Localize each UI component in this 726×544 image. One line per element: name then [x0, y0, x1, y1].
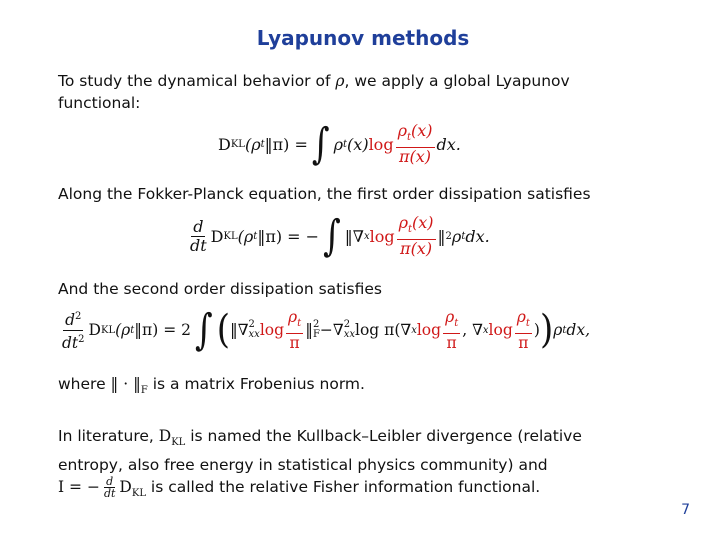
- intro-text-2: , we apply a global Lyapunov: [344, 72, 570, 90]
- lit-dkl: D: [158, 427, 172, 445]
- eq3-dt-sup: 2: [78, 333, 85, 345]
- eq3-log-pi: log π(∇: [355, 321, 412, 340]
- eq1-fraction: [396, 122, 435, 166]
- intro-text-1: To study the dynamical behavior of: [58, 72, 336, 90]
- integral-sign: ∫: [323, 211, 341, 262]
- eq3-dx: dx,: [566, 321, 590, 340]
- eq2-d: d: [193, 216, 204, 236]
- lit-text-3: entropy, also free energy in statistical physics community) and: [58, 456, 548, 475]
- eq3-term1-scripts: [249, 320, 260, 340]
- integral-sign: ∫: [194, 305, 213, 356]
- eq2-grad: ‖∇: [344, 226, 364, 246]
- literature-paragraph: [58, 425, 582, 505]
- eq3-frac3-num-sub: t: [525, 318, 530, 330]
- eq3-x-sub-1: x: [411, 324, 417, 336]
- eq1-args: (ρ: [244, 134, 261, 154]
- where-norm-sub: F: [140, 385, 148, 397]
- eq3-frac2-num-sub: t: [454, 318, 459, 330]
- eq3-frac2-den: π: [446, 334, 457, 353]
- eq2-norm-end: ‖: [437, 226, 446, 246]
- eq3-norm-end: ‖: [305, 321, 313, 340]
- eq3-minus-scripts: [344, 320, 355, 340]
- eq3-open-paren: (: [216, 307, 230, 354]
- eq1-t-sub: t: [260, 138, 265, 150]
- lit-dkl-sub: KL: [171, 437, 186, 449]
- lit-text-4: is called the relative Fisher information functional.: [145, 478, 541, 497]
- eq3-dt: dt: [62, 333, 79, 352]
- lit-D-sub: KL: [131, 488, 146, 500]
- lit-I: I = −: [58, 478, 100, 497]
- eq3-frac1-den: π: [289, 334, 300, 353]
- eq1-log: log: [368, 134, 394, 154]
- integral-sign: ∫: [311, 119, 330, 170]
- eq1-args2: ‖π) =: [264, 134, 308, 154]
- eq2-ddt: [188, 218, 209, 255]
- eq2-frac-num-sub: t: [408, 224, 413, 236]
- lit-ddt: [102, 476, 117, 499]
- eq1-frac-num-sub: t: [406, 132, 411, 144]
- lit-text-1: In literature,: [58, 427, 159, 445]
- eq3-log-2: log: [416, 321, 442, 340]
- eq2-frac-num-b: (x): [412, 213, 434, 232]
- eq2-frac-num: ρ: [398, 213, 408, 232]
- intro-text-3: functional:: [58, 94, 141, 112]
- eq2-norm-sup: 2: [445, 230, 452, 242]
- eq3-close-paren: ): [539, 307, 554, 354]
- eq3-d-sup: 2: [75, 311, 82, 323]
- eq3-term1-sub: xx: [248, 329, 260, 341]
- eq1-frac-num-b: (x): [411, 121, 433, 140]
- eq3-log-3: log: [488, 321, 513, 340]
- where-text-2: is a matrix Frobenius norm.: [147, 375, 365, 393]
- eq3-rho: ρ: [553, 321, 563, 340]
- eq2-fraction: [397, 214, 436, 258]
- eq2-rho-sub: t: [461, 230, 466, 242]
- second-order-text: And the second order dissipation satisfies: [58, 280, 382, 298]
- eq1-d: D: [218, 134, 231, 154]
- eq1-rho: ρ: [333, 134, 344, 154]
- frobenius-note: [58, 373, 365, 402]
- eq2-kl-sub: KL: [223, 230, 238, 242]
- eq3-term1: ‖∇: [229, 321, 249, 340]
- slide-title: Lyapunov methods: [256, 26, 470, 50]
- fokker-planck-text: Along the Fokker-Planck equation, the first order dissipation satisfies: [58, 185, 591, 203]
- eq3-args2: ‖π) = 2: [134, 321, 191, 340]
- eq3-log-1: log: [259, 321, 285, 340]
- eq1-kl-sub: KL: [230, 138, 245, 150]
- lit-dt: dt: [103, 487, 116, 501]
- equation-first-dissipation: [186, 211, 490, 262]
- eq3-frac1-num: ρ: [288, 308, 298, 326]
- eq2-dt: dt: [190, 235, 207, 255]
- eq3-minus-grad: −∇: [319, 321, 344, 340]
- eq3-frac3-num: ρ: [516, 308, 526, 326]
- lit-d: d: [106, 475, 114, 489]
- eq3-close-small-paren: ): [533, 321, 540, 340]
- eq3-frac3-den: π: [518, 334, 529, 353]
- eq2-t-sub: t: [253, 230, 258, 242]
- eq3-d2dt2: [60, 308, 87, 351]
- eq3-norm-sup: 2: [312, 319, 320, 331]
- eq2-args2: ‖π) = −: [257, 226, 320, 246]
- eq3-D: D: [88, 321, 101, 340]
- lit-D: D: [119, 478, 132, 497]
- intro-paragraph: [58, 70, 570, 114]
- eq3-fraction-3: [515, 308, 532, 352]
- eq3-fraction-1: [286, 308, 303, 352]
- eq2-log: log: [369, 226, 395, 246]
- eq3-frac2-num: ρ: [445, 308, 455, 326]
- eq1-x: (x): [347, 134, 369, 154]
- eq2-D: D: [210, 226, 224, 246]
- eq3-minus-sub: xx: [343, 329, 355, 341]
- eq3-comma: , ∇: [462, 321, 483, 340]
- eq2-frac-den: π(x): [400, 239, 433, 259]
- eq2-grad-sub: x: [363, 230, 370, 242]
- lit-text-2: is named the Kullback–Leibler divergence (relative: [185, 427, 582, 445]
- where-text-1: where: [58, 375, 111, 393]
- eq2-args: (ρ: [237, 226, 254, 246]
- eq1-frac-den: π(x): [399, 147, 432, 167]
- eq2-dx: dx.: [465, 226, 490, 246]
- where-norm: ‖ · ‖: [110, 375, 141, 393]
- eq3-d: d: [65, 311, 76, 330]
- eq3-norm-sub: F: [312, 329, 320, 341]
- equation-kl-definition: [218, 119, 461, 170]
- eq3-args: (ρ: [115, 321, 131, 340]
- eq2-rho: ρ: [451, 226, 462, 246]
- eq1-tail: dx.: [436, 134, 461, 154]
- eq3-frac1-num-sub: t: [297, 318, 302, 330]
- eq1-rho-sub: t: [343, 138, 348, 150]
- eq3-term1-sup: 2: [248, 319, 255, 331]
- eq1-frac-num: ρ: [397, 121, 407, 140]
- eq3-norm-scripts: [313, 320, 320, 340]
- intro-rho: ρ: [335, 72, 345, 90]
- eq3-kl-sub: KL: [100, 324, 116, 336]
- eq3-minus-sup: 2: [343, 319, 351, 331]
- eq3-fraction-2: [443, 308, 460, 352]
- eq3-rho-sub: t: [562, 324, 567, 336]
- page-number: 7: [681, 502, 690, 518]
- eq3-x-sub-2: x: [482, 324, 489, 336]
- eq3-t-sub: t: [130, 324, 135, 336]
- equation-second-dissipation: [58, 305, 590, 356]
